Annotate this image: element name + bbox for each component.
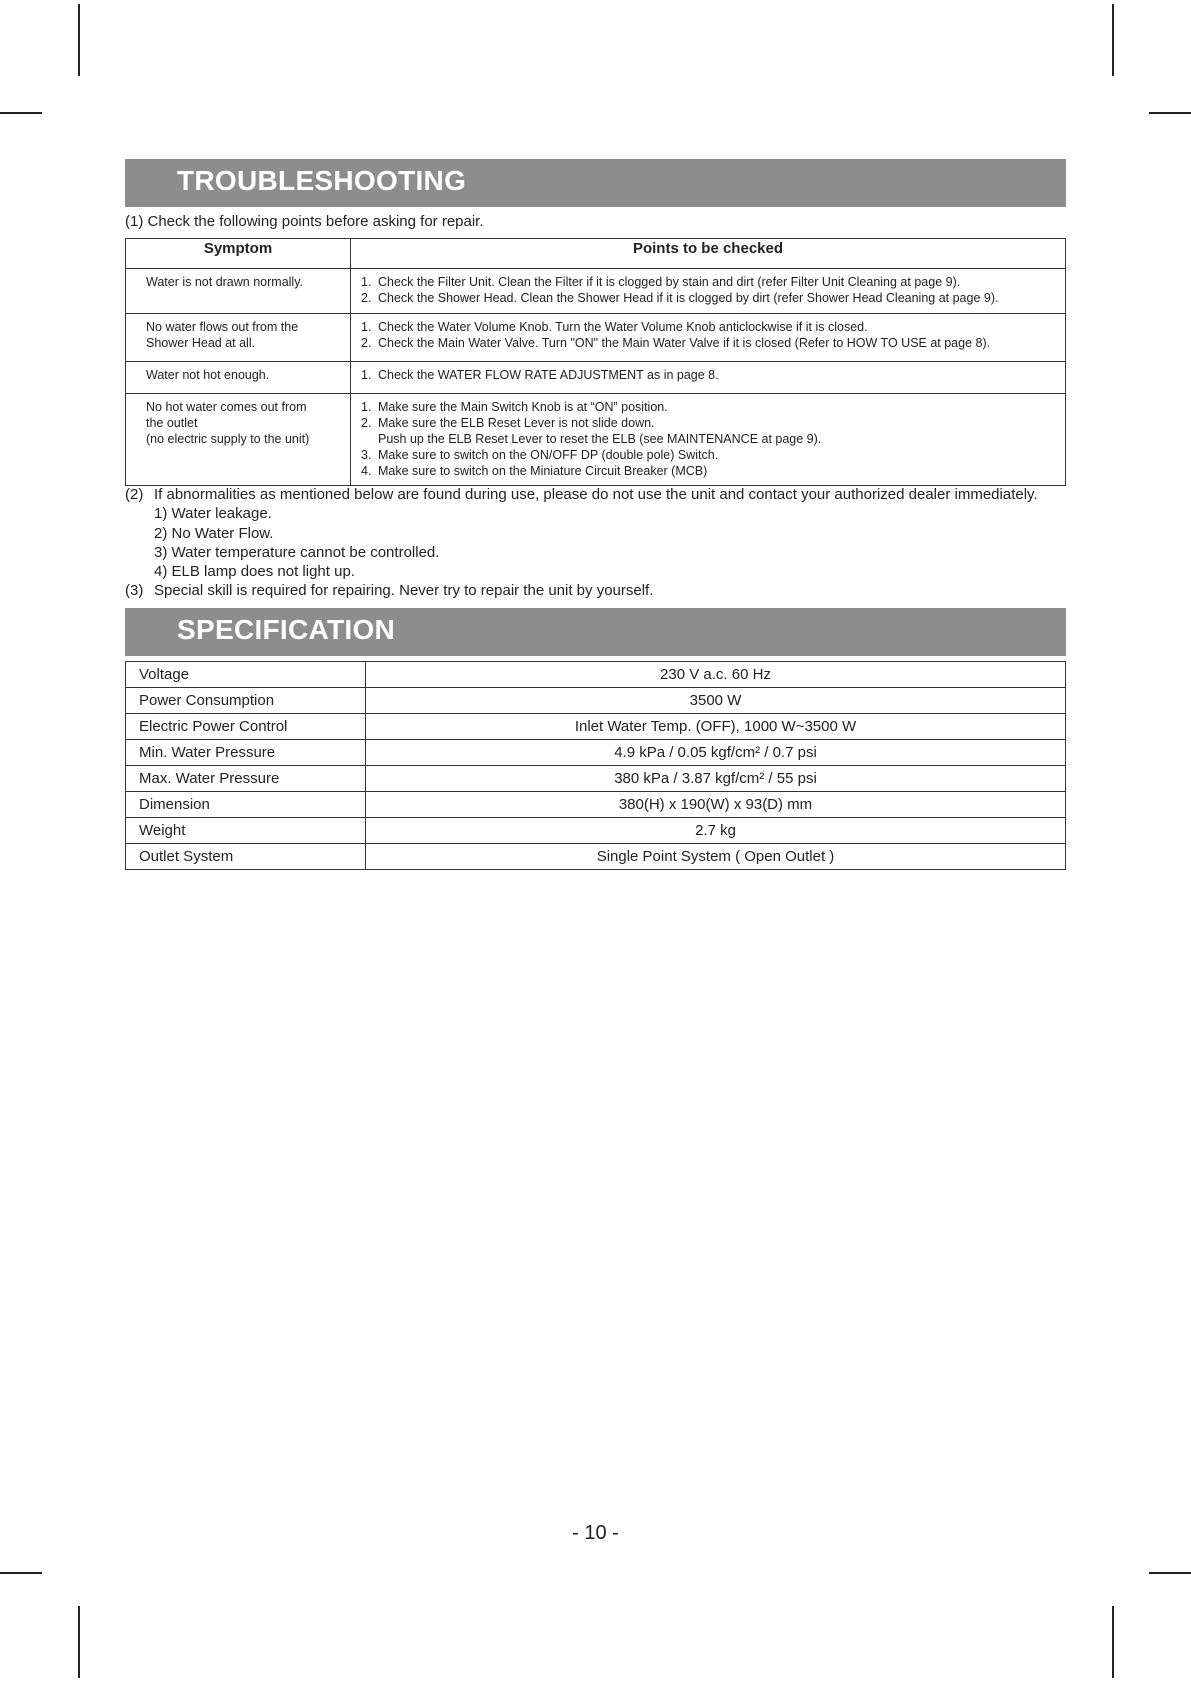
symptom-text: No water flows out from the — [146, 320, 299, 334]
table-row — [126, 844, 1066, 870]
check-point: 3. Make sure to switch on the ON/OFF DP (double pole) Switch. — [361, 448, 719, 462]
symptom-text: Water not hot enough. — [146, 368, 270, 382]
note-2: (2) If abnormalities as mentioned below are found during use, please do not use the unit and contact your authorized dealer immediately. — [125, 486, 1038, 503]
check-point: 2. Check the Shower Head. Clean the Shower Head if it is clogged by dirt (refer Shower Head Cleaning at page 9). — [361, 291, 999, 305]
crop-mark — [0, 112, 42, 114]
troubleshooting-table — [125, 238, 1066, 486]
troubleshooting-banner — [125, 159, 1066, 207]
specification-table — [125, 661, 1066, 870]
table-row — [126, 362, 1066, 394]
check-point: 1. Check the Filter Unit. Clean the Filter if it is clogged by stain and dirt (refer Filter Unit Cleaning at page 9). — [361, 275, 961, 289]
symptom-text: (no electric supply to the unit) — [146, 432, 310, 446]
specification-banner — [125, 608, 1066, 656]
crop-mark — [1149, 112, 1191, 114]
points-cell — [351, 394, 1066, 486]
table-row — [126, 269, 1066, 314]
points-header: Points to be checked — [351, 239, 1066, 269]
table-row — [126, 714, 1066, 740]
crop-mark — [0, 1572, 42, 1574]
symptom-cell — [126, 394, 351, 486]
table-row — [126, 394, 1066, 486]
crop-mark — [78, 4, 80, 76]
table-row — [126, 740, 1066, 766]
list-item: 1) Water leakage. — [154, 505, 272, 523]
note-3: (3) Special skill is required for repairing. Never try to repair the unit by yourself. — [125, 582, 654, 600]
symptom-text: Water is not drawn normally. — [146, 275, 303, 289]
symptom-cell — [126, 362, 351, 394]
crop-mark — [78, 1606, 80, 1678]
spec-value: Inlet Water Temp. (OFF), 1000 W~3500 W — [366, 714, 1066, 740]
check-point: 2. Make sure the ELB Reset Lever is not slide down. — [361, 416, 655, 430]
check-point: 4. Make sure to switch on the Miniature Circuit Breaker (MCB) — [361, 464, 708, 478]
crop-mark — [1112, 4, 1114, 76]
spec-label: Max. Water Pressure — [126, 766, 366, 792]
spec-label: Weight — [126, 818, 366, 844]
spec-value: 380(H) x 190(W) x 93(D) mm — [366, 792, 1066, 818]
table-row — [126, 818, 1066, 844]
spec-value: Single Point System ( Open Outlet ) — [366, 844, 1066, 870]
points-cell — [351, 314, 1066, 362]
table-header-row — [126, 239, 1066, 269]
points-cell — [351, 362, 1066, 394]
table-row — [126, 688, 1066, 714]
spec-value: 230 V a.c. 60 Hz — [366, 662, 1066, 688]
spec-value: 4.9 kPa / 0.05 kgf/cm² / 0.7 psi — [366, 740, 1066, 766]
check-point: Push up the ELB Reset Lever to reset the ELB (see MAINTENANCE at page 9). — [378, 432, 822, 446]
check-point: 1. Check the Water Volume Knob. Turn the Water Volume Knob anticlockwise if it is closed. — [361, 320, 868, 334]
spec-value: 380 kPa / 3.87 kgf/cm² / 55 psi — [366, 766, 1066, 792]
spec-label: Voltage — [126, 662, 366, 688]
check-point: 1. Check the WATER FLOW RATE ADJUSTMENT as in page 8. — [361, 368, 719, 382]
table-row — [126, 766, 1066, 792]
notes-section — [125, 485, 1085, 601]
list-item: 2) No Water Flow. — [154, 524, 274, 542]
list-item: 3) Water temperature cannot be controlled. — [154, 543, 440, 561]
spec-label: Power Consumption — [126, 688, 366, 714]
points-cell — [351, 269, 1066, 314]
spec-label: Min. Water Pressure — [126, 740, 366, 766]
specification-title: SPECIFICATION — [177, 614, 396, 645]
spec-value: 2.7 kg — [366, 818, 1066, 844]
troubleshooting-intro: (1) Check the following points before asking for repair. — [125, 213, 484, 230]
list-item: 4) ELB lamp does not light up. — [154, 563, 355, 581]
spec-label: Outlet System — [126, 844, 366, 870]
symptom-text: Shower Head at all. — [146, 336, 256, 350]
symptom-text: the outlet — [146, 416, 198, 430]
spec-label: Dimension — [126, 792, 366, 818]
table-row — [126, 314, 1066, 362]
check-point: 1. Make sure the Main Switch Knob is at “ON” position. — [361, 400, 668, 414]
page-number: - 10 - — [572, 1522, 619, 1544]
symptom-cell — [126, 269, 351, 314]
table-row — [126, 792, 1066, 818]
symptom-header: Symptom — [126, 239, 351, 269]
table-row — [126, 662, 1066, 688]
crop-mark — [1112, 1606, 1114, 1678]
spec-value: 3500 W — [366, 688, 1066, 714]
crop-mark — [1149, 1572, 1191, 1574]
troubleshooting-title: TROUBLESHOOTING — [177, 165, 467, 196]
symptom-text: No hot water comes out from — [146, 400, 307, 414]
check-point: 2. Check the Main Water Valve. Turn "ON" the Main Water Valve if it is closed (Refer to HOW TO USE at page 8). — [361, 336, 991, 350]
spec-label: Electric Power Control — [126, 714, 366, 740]
symptom-cell — [126, 314, 351, 362]
